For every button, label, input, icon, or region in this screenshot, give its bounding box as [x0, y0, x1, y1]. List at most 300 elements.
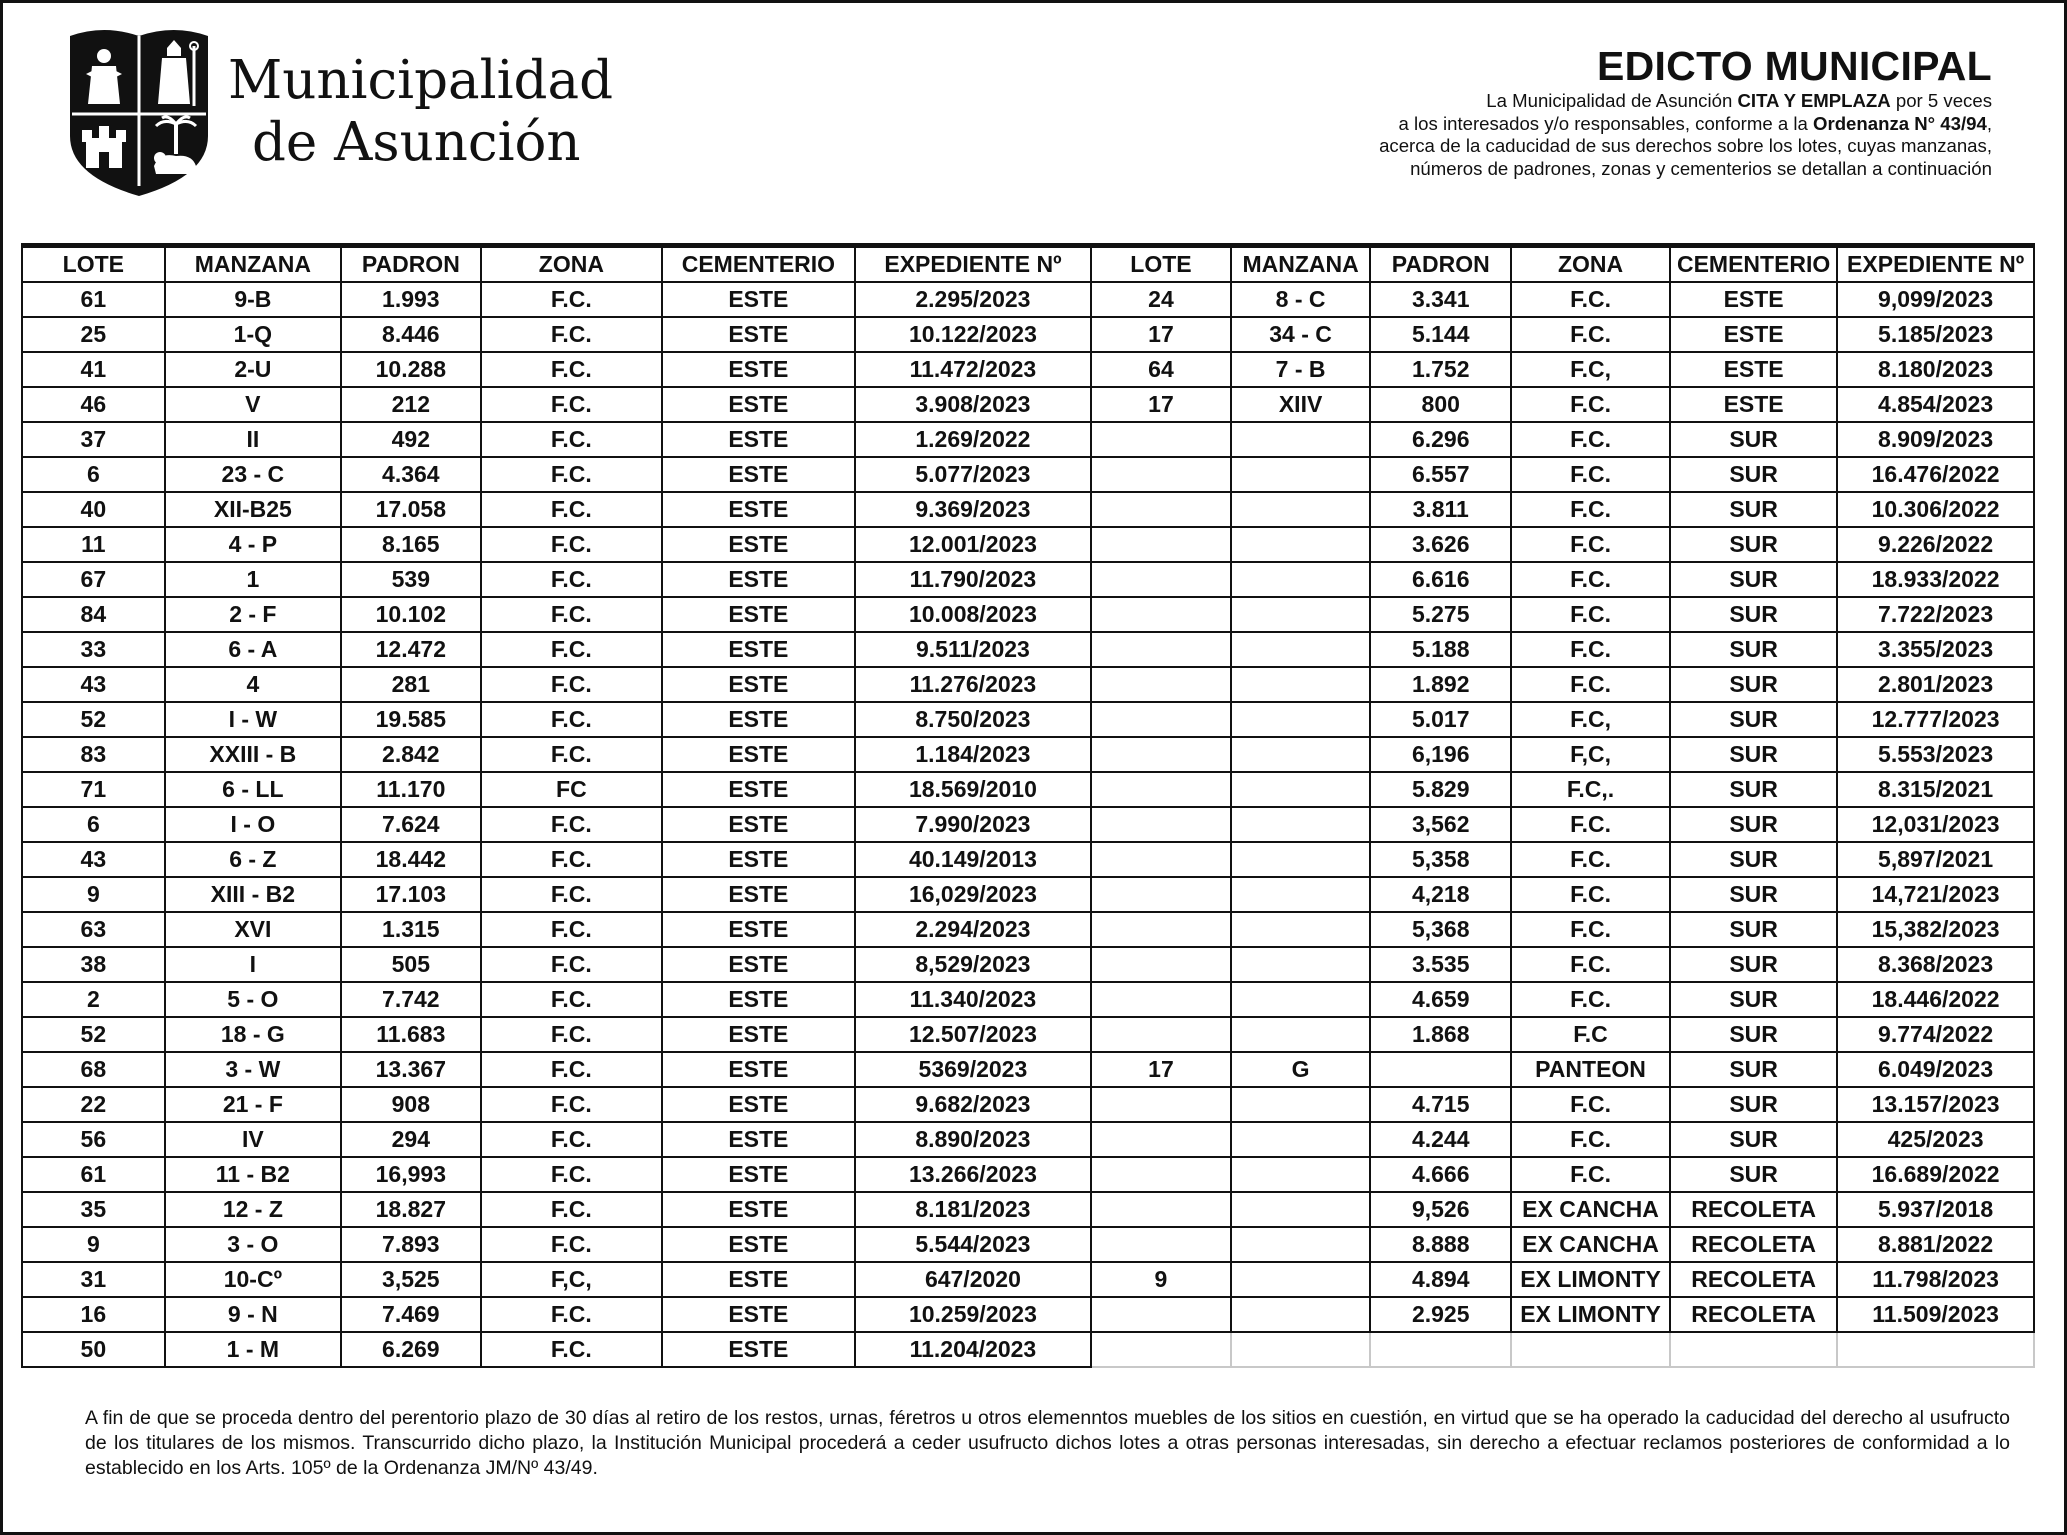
- table-cell: [1231, 562, 1371, 597]
- table-cell: [1231, 737, 1371, 772]
- table-cell: RECOLETA: [1670, 1297, 1837, 1332]
- table-cell: ESTE: [662, 1017, 855, 1052]
- table-cell: F.C.: [481, 1332, 662, 1367]
- table-cell: [1091, 1157, 1231, 1192]
- table-cell: F.C.: [1511, 912, 1670, 947]
- column-header: EXPEDIENTE Nº: [855, 246, 1091, 283]
- table-cell: ESTE: [662, 807, 855, 842]
- table-cell: 425/2023: [1837, 1122, 2034, 1157]
- table-cell: 8.890/2023: [855, 1122, 1091, 1157]
- table-cell: [1670, 1332, 1837, 1367]
- table-cell: 10.259/2023: [855, 1297, 1091, 1332]
- table-cell: 8.909/2023: [1837, 422, 2034, 457]
- table-cell: 12.777/2023: [1837, 702, 2034, 737]
- table-cell: 11 - B2: [165, 1157, 341, 1192]
- table-cell: F.C.: [481, 842, 662, 877]
- column-header: PADRON: [1370, 246, 1511, 283]
- table-cell: 71: [22, 772, 165, 807]
- table-cell: 5 - O: [165, 982, 341, 1017]
- table-cell: 5.188: [1370, 632, 1511, 667]
- table-cell: 1.752: [1370, 352, 1511, 387]
- table-cell: [1091, 1332, 1231, 1367]
- table-cell: F,C,: [1511, 737, 1670, 772]
- table-cell: 1-Q: [165, 317, 341, 352]
- table-cell: 24: [1091, 282, 1231, 317]
- table-cell: 3.811: [1370, 492, 1511, 527]
- table-cell: F,C,: [481, 1262, 662, 1297]
- table-cell: [1231, 1157, 1371, 1192]
- table-cell: [1231, 702, 1371, 737]
- table-cell: I - O: [165, 807, 341, 842]
- table-cell: [1091, 632, 1231, 667]
- table-row: [22, 282, 2034, 317]
- table-cell: F.C.: [1511, 422, 1670, 457]
- table-cell: [1231, 842, 1371, 877]
- table-cell: 10.102: [341, 597, 481, 632]
- table-cell: 5.077/2023: [855, 457, 1091, 492]
- table-cell: SUR: [1670, 562, 1837, 597]
- table-cell: F.C.: [1511, 387, 1670, 422]
- table-cell: 3.355/2023: [1837, 632, 2034, 667]
- table-row: [22, 1122, 2034, 1157]
- table-cell: 6.269: [341, 1332, 481, 1367]
- table-cell: 5,368: [1370, 912, 1511, 947]
- table-cell: ESTE: [662, 737, 855, 772]
- table-cell: 33: [22, 632, 165, 667]
- table-cell: 5.185/2023: [1837, 317, 2034, 352]
- table-cell: 3.626: [1370, 527, 1511, 562]
- table-row: [22, 772, 2034, 807]
- table-cell: [1091, 422, 1231, 457]
- table-cell: 11.170: [341, 772, 481, 807]
- table-cell: 11.790/2023: [855, 562, 1091, 597]
- table-cell: 9.682/2023: [855, 1087, 1091, 1122]
- table-cell: XXIII - B: [165, 737, 341, 772]
- table-cell: 19.585: [341, 702, 481, 737]
- table-cell: ESTE: [662, 527, 855, 562]
- table-cell: 43: [22, 842, 165, 877]
- table-cell: 15,382/2023: [1837, 912, 2034, 947]
- table-cell: [1511, 1332, 1670, 1367]
- table-cell: EX CANCHA: [1511, 1227, 1670, 1262]
- table-cell: [1231, 457, 1371, 492]
- table-cell: 9,099/2023: [1837, 282, 2034, 317]
- table-cell: FC: [481, 772, 662, 807]
- table-cell: F.C.: [481, 1192, 662, 1227]
- table-cell: F.C.: [481, 667, 662, 702]
- table-cell: ESTE: [662, 1297, 855, 1332]
- table-cell: ESTE: [662, 1052, 855, 1087]
- table-cell: ESTE: [662, 702, 855, 737]
- table-cell: [1091, 527, 1231, 562]
- table-cell: 3 - O: [165, 1227, 341, 1262]
- table-cell: [1370, 1052, 1511, 1087]
- table-cell: F.C.: [481, 947, 662, 982]
- table-row: [22, 597, 2034, 632]
- table-cell: ESTE: [662, 1192, 855, 1227]
- table-cell: SUR: [1670, 947, 1837, 982]
- table-cell: F.C.: [1511, 282, 1670, 317]
- table-cell: ESTE: [662, 667, 855, 702]
- table-cell: 539: [341, 562, 481, 597]
- table-cell: ESTE: [662, 1087, 855, 1122]
- table-cell: [1231, 912, 1371, 947]
- table-cell: 212: [341, 387, 481, 422]
- table-cell: ESTE: [662, 562, 855, 597]
- table-cell: SUR: [1670, 457, 1837, 492]
- table-cell: F.C.: [1511, 947, 1670, 982]
- table-cell: [1231, 597, 1371, 632]
- table-cell: F.C.: [481, 912, 662, 947]
- municipality-brand: [228, 50, 613, 174]
- table-row: [22, 1297, 2034, 1332]
- table-cell: [1231, 667, 1371, 702]
- table-cell: 17.103: [341, 877, 481, 912]
- table-cell: 6 - LL: [165, 772, 341, 807]
- table-cell: SUR: [1670, 1017, 1837, 1052]
- table-cell: F.C.: [481, 877, 662, 912]
- table-cell: F.C.: [481, 1297, 662, 1332]
- column-header: ZONA: [1511, 246, 1670, 283]
- table-cell: I: [165, 947, 341, 982]
- table-cell: [1091, 562, 1231, 597]
- table-cell: 8.750/2023: [855, 702, 1091, 737]
- table-cell: F.C.: [481, 1052, 662, 1087]
- table-cell: F.C.: [481, 807, 662, 842]
- table-cell: RECOLETA: [1670, 1192, 1837, 1227]
- table-cell: RECOLETA: [1670, 1262, 1837, 1297]
- table-cell: XIIV: [1231, 387, 1371, 422]
- table-cell: 67: [22, 562, 165, 597]
- table-cell: 7.469: [341, 1297, 481, 1332]
- table-cell: [1231, 1227, 1371, 1262]
- table-cell: XVI: [165, 912, 341, 947]
- table-cell: 6 - Z: [165, 842, 341, 877]
- table-cell: F.C.: [481, 597, 662, 632]
- edict-line-1: La Municipalidad de Asunción CITA Y EMPLAZA por 5 veces: [1486, 90, 1992, 111]
- table-cell: ESTE: [662, 947, 855, 982]
- table-cell: [1231, 527, 1371, 562]
- table-cell: 1.868: [1370, 1017, 1511, 1052]
- table-cell: 1.892: [1370, 667, 1511, 702]
- table-cell: F.C.: [481, 1157, 662, 1192]
- table-cell: ESTE: [1670, 317, 1837, 352]
- column-header: LOTE: [1091, 246, 1231, 283]
- table-cell: F.C: [1511, 1017, 1670, 1052]
- table-cell: SUR: [1670, 737, 1837, 772]
- table-row: [22, 877, 2034, 912]
- table-cell: 16,993: [341, 1157, 481, 1192]
- table-cell: F.C.: [481, 562, 662, 597]
- table-cell: 5.275: [1370, 597, 1511, 632]
- table-cell: F.C.: [1511, 562, 1670, 597]
- column-header: CEMENTERIO: [662, 246, 855, 283]
- table-cell: 9: [1091, 1262, 1231, 1297]
- table-cell: 1.315: [341, 912, 481, 947]
- table-cell: 11.472/2023: [855, 352, 1091, 387]
- table-cell: [1091, 982, 1231, 1017]
- table-cell: 18.442: [341, 842, 481, 877]
- table-cell: SUR: [1670, 1157, 1837, 1192]
- table-cell: [1231, 947, 1371, 982]
- table-cell: [1091, 667, 1231, 702]
- table-cell: [1231, 492, 1371, 527]
- table-cell: 6.616: [1370, 562, 1511, 597]
- table-cell: 3,562: [1370, 807, 1511, 842]
- table-header-row: [22, 246, 2034, 283]
- table-cell: [1091, 807, 1231, 842]
- table-cell: [1370, 1332, 1511, 1367]
- table-cell: 6: [22, 457, 165, 492]
- table-cell: 1.184/2023: [855, 737, 1091, 772]
- table-cell: [1231, 1297, 1371, 1332]
- table-cell: 18.827: [341, 1192, 481, 1227]
- table-cell: PANTEON: [1511, 1052, 1670, 1087]
- table-cell: 10.122/2023: [855, 317, 1091, 352]
- table-cell: F.C.: [481, 317, 662, 352]
- table-cell: XII-B25: [165, 492, 341, 527]
- table-cell: 9: [22, 1227, 165, 1262]
- table-cell: 908: [341, 1087, 481, 1122]
- table-cell: 3.341: [1370, 282, 1511, 317]
- table-cell: 8.881/2022: [1837, 1227, 2034, 1262]
- table-cell: [1231, 1087, 1371, 1122]
- column-header: PADRON: [341, 246, 481, 283]
- table-cell: 9: [22, 877, 165, 912]
- table-cell: SUR: [1670, 982, 1837, 1017]
- table-cell: 294: [341, 1122, 481, 1157]
- table-cell: 84: [22, 597, 165, 632]
- table-cell: 13.367: [341, 1052, 481, 1087]
- table-cell: F.C.: [1511, 1122, 1670, 1157]
- table-cell: SUR: [1670, 807, 1837, 842]
- table-cell: SUR: [1670, 422, 1837, 457]
- table-cell: F.C.: [1511, 877, 1670, 912]
- table-cell: SUR: [1670, 912, 1837, 947]
- table-cell: ESTE: [662, 982, 855, 1017]
- table-cell: 34 - C: [1231, 317, 1371, 352]
- table-cell: F.C.: [481, 527, 662, 562]
- table-cell: I - W: [165, 702, 341, 737]
- table-cell: 3.908/2023: [855, 387, 1091, 422]
- lots-table: [21, 243, 2035, 1368]
- table-cell: 16.476/2022: [1837, 457, 2034, 492]
- table-cell: 17: [1091, 317, 1231, 352]
- table-cell: 6 - A: [165, 632, 341, 667]
- table-row: [22, 562, 2034, 597]
- table-cell: 1: [165, 562, 341, 597]
- table-row: [22, 1017, 2034, 1052]
- table-cell: 40: [22, 492, 165, 527]
- table-cell: 9.774/2022: [1837, 1017, 2034, 1052]
- footer-notice: A fin de que se proceda dentro del perentorio plazo de 30 días al retiro de los restos, urnas, féretros u otros elemenntos muebles de los sitios en cuestión, en virtud que se ha operado la caducidad del derecho al usufructo de los titulares de los mismos. Transcurrido dicho plazo, la Institución Municipal procederá a ceder usufructo dichos lotes a otras personas interesadas, sin derecho a efectuar reclamos posteriores de conformidad a lo establecido en los Arts. 105º de la Ordenanza JM/Nº 43/49.: [85, 1407, 2010, 1479]
- table-cell: 17.058: [341, 492, 481, 527]
- table-cell: SUR: [1670, 632, 1837, 667]
- table-cell: SUR: [1670, 667, 1837, 702]
- table-cell: 8.368/2023: [1837, 947, 2034, 982]
- table-cell: 25: [22, 317, 165, 352]
- table-cell: 1 - M: [165, 1332, 341, 1367]
- table-cell: ESTE: [662, 422, 855, 457]
- table-cell: 21 - F: [165, 1087, 341, 1122]
- table-cell: [1837, 1332, 2034, 1367]
- table-cell: F.C.: [481, 702, 662, 737]
- table-row: [22, 492, 2034, 527]
- table-cell: 9 - N: [165, 1297, 341, 1332]
- table-cell: 505: [341, 947, 481, 982]
- table-cell: 6.296: [1370, 422, 1511, 457]
- table-cell: F.C.: [481, 492, 662, 527]
- table-cell: 10.288: [341, 352, 481, 387]
- table-cell: 2.294/2023: [855, 912, 1091, 947]
- column-header: LOTE: [22, 246, 165, 283]
- table-row: [22, 317, 2034, 352]
- table-cell: F.C.: [481, 737, 662, 772]
- table-cell: 2-U: [165, 352, 341, 387]
- table-row: [22, 457, 2034, 492]
- table-cell: [1091, 772, 1231, 807]
- table-cell: 16.689/2022: [1837, 1157, 2034, 1192]
- edict-intro: [1379, 90, 1992, 180]
- table-cell: [1231, 772, 1371, 807]
- table-cell: RECOLETA: [1670, 1227, 1837, 1262]
- table-cell: 5369/2023: [855, 1052, 1091, 1087]
- table-cell: [1231, 422, 1371, 457]
- table-cell: 4.364: [341, 457, 481, 492]
- table-cell: 10-Cº: [165, 1262, 341, 1297]
- table-cell: ESTE: [662, 1332, 855, 1367]
- table-cell: [1231, 1122, 1371, 1157]
- table-cell: [1231, 807, 1371, 842]
- table-cell: 11.204/2023: [855, 1332, 1091, 1367]
- table-cell: 6,196: [1370, 737, 1511, 772]
- table-cell: 11: [22, 527, 165, 562]
- table-cell: 4 - P: [165, 527, 341, 562]
- table-cell: SUR: [1670, 597, 1837, 632]
- table-cell: 8.180/2023: [1837, 352, 2034, 387]
- table-cell: ESTE: [662, 387, 855, 422]
- table-cell: [1231, 982, 1371, 1017]
- coat-of-arms-logo: [64, 26, 214, 198]
- table-cell: 35: [22, 1192, 165, 1227]
- table-cell: 16: [22, 1297, 165, 1332]
- table-cell: [1231, 1332, 1371, 1367]
- table-cell: 492: [341, 422, 481, 457]
- table-cell: 800: [1370, 387, 1511, 422]
- table-cell: SUR: [1670, 1087, 1837, 1122]
- column-header: CEMENTERIO: [1670, 246, 1837, 283]
- table-cell: 6.049/2023: [1837, 1052, 2034, 1087]
- column-header: MANZANA: [1231, 246, 1371, 283]
- table-cell: 43: [22, 667, 165, 702]
- table-cell: SUR: [1670, 877, 1837, 912]
- table-row: [22, 1262, 2034, 1297]
- edict-line-3: acerca de la caducidad de sus derechos sobre los lotes, cuyas manzanas,: [1379, 135, 1992, 156]
- table-cell: 64: [1091, 352, 1231, 387]
- table-cell: 18.933/2022: [1837, 562, 2034, 597]
- table-cell: F.C,.: [1511, 772, 1670, 807]
- table-row: [22, 947, 2034, 982]
- table-cell: F.C.: [481, 282, 662, 317]
- table-row: [22, 1332, 2034, 1367]
- table-cell: F.C.: [1511, 807, 1670, 842]
- table-cell: 10.306/2022: [1837, 492, 2034, 527]
- table-cell: ESTE: [662, 1122, 855, 1157]
- table-cell: ESTE: [662, 877, 855, 912]
- table-cell: [1091, 1122, 1231, 1157]
- table-cell: 56: [22, 1122, 165, 1157]
- table-cell: [1091, 702, 1231, 737]
- table-cell: 61: [22, 1157, 165, 1192]
- table-cell: ESTE: [662, 282, 855, 317]
- table-cell: 7.722/2023: [1837, 597, 2034, 632]
- table-cell: 9,526: [1370, 1192, 1511, 1227]
- table-cell: 4: [165, 667, 341, 702]
- table-cell: 12.507/2023: [855, 1017, 1091, 1052]
- table-cell: 13.157/2023: [1837, 1087, 2034, 1122]
- table-cell: EX CANCHA: [1511, 1192, 1670, 1227]
- table-cell: 6: [22, 807, 165, 842]
- table-cell: 11.509/2023: [1837, 1297, 2034, 1332]
- table-cell: F.C.: [481, 457, 662, 492]
- table-row: [22, 1052, 2034, 1087]
- table-cell: ESTE: [1670, 282, 1837, 317]
- table-cell: SUR: [1670, 1052, 1837, 1087]
- table-cell: G: [1231, 1052, 1371, 1087]
- table-cell: V: [165, 387, 341, 422]
- table-cell: 13.266/2023: [855, 1157, 1091, 1192]
- table-cell: [1091, 737, 1231, 772]
- table-cell: [1091, 1192, 1231, 1227]
- table-cell: [1091, 492, 1231, 527]
- table-row: [22, 807, 2034, 842]
- table-cell: [1091, 1017, 1231, 1052]
- table-cell: [1231, 1192, 1371, 1227]
- table-cell: F.C.: [1511, 597, 1670, 632]
- table-cell: F.C.: [481, 352, 662, 387]
- table-cell: [1091, 947, 1231, 982]
- table-row: [22, 737, 2034, 772]
- table-cell: F.C.: [1511, 457, 1670, 492]
- table-cell: 2 - F: [165, 597, 341, 632]
- table-cell: ESTE: [662, 1227, 855, 1262]
- table-cell: 16,029/2023: [855, 877, 1091, 912]
- table-cell: ESTE: [662, 352, 855, 387]
- table-cell: 68: [22, 1052, 165, 1087]
- table-cell: F.C,: [1511, 352, 1670, 387]
- table-cell: 12,031/2023: [1837, 807, 2034, 842]
- table-cell: 7.742: [341, 982, 481, 1017]
- table-cell: ESTE: [662, 492, 855, 527]
- table-cell: 41: [22, 352, 165, 387]
- table-cell: 9.369/2023: [855, 492, 1091, 527]
- table-cell: 17: [1091, 387, 1231, 422]
- table-cell: F.C.: [1511, 527, 1670, 562]
- table-cell: F.C.: [1511, 1087, 1670, 1122]
- table-row: [22, 702, 2034, 737]
- table-row: [22, 667, 2034, 702]
- table-cell: 4.715: [1370, 1087, 1511, 1122]
- table-cell: ESTE: [662, 632, 855, 667]
- table-cell: ESTE: [662, 1262, 855, 1297]
- table-cell: 7.624: [341, 807, 481, 842]
- table-cell: 5.144: [1370, 317, 1511, 352]
- table-cell: ESTE: [1670, 387, 1837, 422]
- table-cell: ESTE: [1670, 352, 1837, 387]
- table-cell: 281: [341, 667, 481, 702]
- table-cell: ESTE: [662, 1157, 855, 1192]
- table-cell: 3,525: [341, 1262, 481, 1297]
